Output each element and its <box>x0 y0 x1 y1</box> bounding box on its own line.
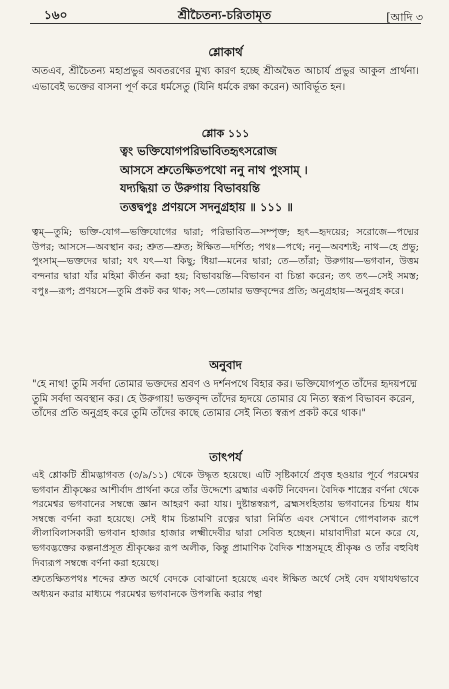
translation-text: "হে নাথ! তুমি সর্বদা তোমার ভক্তদের শ্রবণ ও দর্শনপথে বিহার কর। ভক্তিযোগপূত তাঁদের হৃদয়পদ্মে তুমি সর্বদা অবস্থান কর। হে উরুগায়! ভক্তবৃন্দ তাঁদের হৃদয়ে তোমার যে নিত্য স্বরূপ বিভাবন করেন, তাঁদের প্রতি অনুগ্রহ করে তুমি তাঁদের কাছে তোমার সেই নিত্য স্বরূপ প্রকট করে থাক।" <box>32 379 418 419</box>
word-meanings-section <box>32 226 419 300</box>
chapter-reference: [আদি ৩ <box>386 11 423 24</box>
translation-section <box>32 357 419 422</box>
word-meanings: ত্বম্—তুমি; ভক্তি-যোগ—ভক্তিযোগের দ্বারা; পরিভাবিত—সম্পৃক্ত; হৃৎ—হৃদয়ের; সরোজে—পদ্মের উপর; আসসে—অবস্থান কর; শ্রুত—শ্রুত; ঈক্ষিত—দর্শিত; পথঃ—পথে; ননু—অবশ্যই; নাথ—হে প্রভু; পুংসাম্—ভক্তদের দ্বারা; যৎ যৎ—যা কিছু; ধিয়া—মনের দ্বারা; তে—তাঁরা; উরুগায়—ভগবান, উত্তম বন্দনার দ্বারা যাঁর মহিমা কীর্তন করা হয়; বিভাবয়ন্তি—বিভাবন বা চিন্তা করেন; তৎ তৎ—সেই সমস্ত; বপুঃ—রূপ; প্রণয়সে—তুমি প্রকট কর থাক; সৎ—তোমার ভক্তবৃন্দের প্রতি; অনুগ্রহায়—অনুগ্রহ করে। <box>32 227 419 297</box>
commentary-heading: তাৎপর্য <box>209 450 242 464</box>
verse-line: তত্তদ্বপুঃ প্রণয়সে সদনুগ্রহায় ॥ ১১১ ॥ <box>120 199 293 214</box>
purport-section <box>32 44 419 95</box>
verse-heading: শ্লোক ১১১ <box>201 127 250 140</box>
commentary-paragraph: এই শ্লোকটি শ্রীমদ্ভাগবত (৩/৯/১১) থেকে উদ্ধৃত হয়েছে। এটি সৃষ্টিকার্যে প্রবৃত্ত হওয়ার পূর্বে পরমেশ্বর ভগবান শ্রীকৃষ্ণের আশীর্বাদ প্রার্থনা করে তাঁর উদ্দেশ্যে ব্রহ্মার একটি নিবেদন। বৈদিক শাস্ত্রের বর্ণনা থেকে পরমেশ্বর ভগবানের সম্বন্ধে জ্ঞান আহরণ করা যায়। দুষ্টান্তস্বরূপ, ব্রহ্মসংহিতায় ভগবানের চিন্ময় ধাম সম্বন্ধে বর্ণনা করা হয়েছে। সেই ধাম চিন্তামণি রত্নের দ্বারা নির্মিত এবং সেখানে গোপবালক রূপে লীলাবিলাসকারী ভগবান হাজার হাজার লক্ষ্মীদেবীর দ্বারা সেবিত হচ্ছেন। মায়াবাদীরা মনে করে যে, ভগবদ্ভক্তের কল্পনাপ্রসূত শ্রীকৃষ্ণের রূপ অলীক, কিন্তু প্রামাণিক বৈদিক শাস্ত্রসমূহে শ্রীকৃষ্ণ ও তাঁর বহুবিধ দিব্যরূপ সম্বন্ধে বর্ণনা করা হয়েছে। <box>32 470 419 569</box>
purport-heading: শ্লোকার্থ <box>208 45 243 59</box>
verse-line: আসসে শ্রুতেক্ষিতপথো ননু নাথ পুংসাম্ । <box>120 162 308 177</box>
page-number: ১৬০ <box>44 8 68 22</box>
commentary-paragraph: শ্রুতেক্ষিতপথঃ শব্দের শ্রুত অর্থে বেদকে বোঝানো হয়েছে এবং ঈক্ষিত অর্থে সেই বেদ যথাযথভাবে অধ্যয়ন করার মাধ্যমে পরমেশ্বর ভগবানকে উপলব্ধি করার পন্থা <box>32 574 419 600</box>
translation-heading: অনুবাদ <box>209 358 242 372</box>
verse-line: ত্বং ভক্তিযোগপরিভাবিতহৃৎসরোজ <box>120 144 277 158</box>
purport-text: অতএব, শ্রীচৈতন্য মহাপ্রভুর অবতরণের মুখ্য কারণ হচ্ছে শ্রীঅদ্বৈত আচার্য প্রভুর আকুল প্রার্থনা। এভাবেই ভক্তের বাসনা পূর্ণ করে ধর্মসেতু (যিনি ধর্মকে রক্ষা করেন) আবির্ভূত হন। <box>32 66 419 93</box>
commentary-section <box>32 449 419 602</box>
verse-line: যদ্যদ্ধিয়া ত উরুগায় বিভাবয়ন্তি <box>120 181 260 195</box>
sanskrit-verse <box>120 142 419 216</box>
header-rule <box>30 23 421 24</box>
book-title: শ্রীচৈতন্য-চরিতামৃত <box>177 8 272 22</box>
